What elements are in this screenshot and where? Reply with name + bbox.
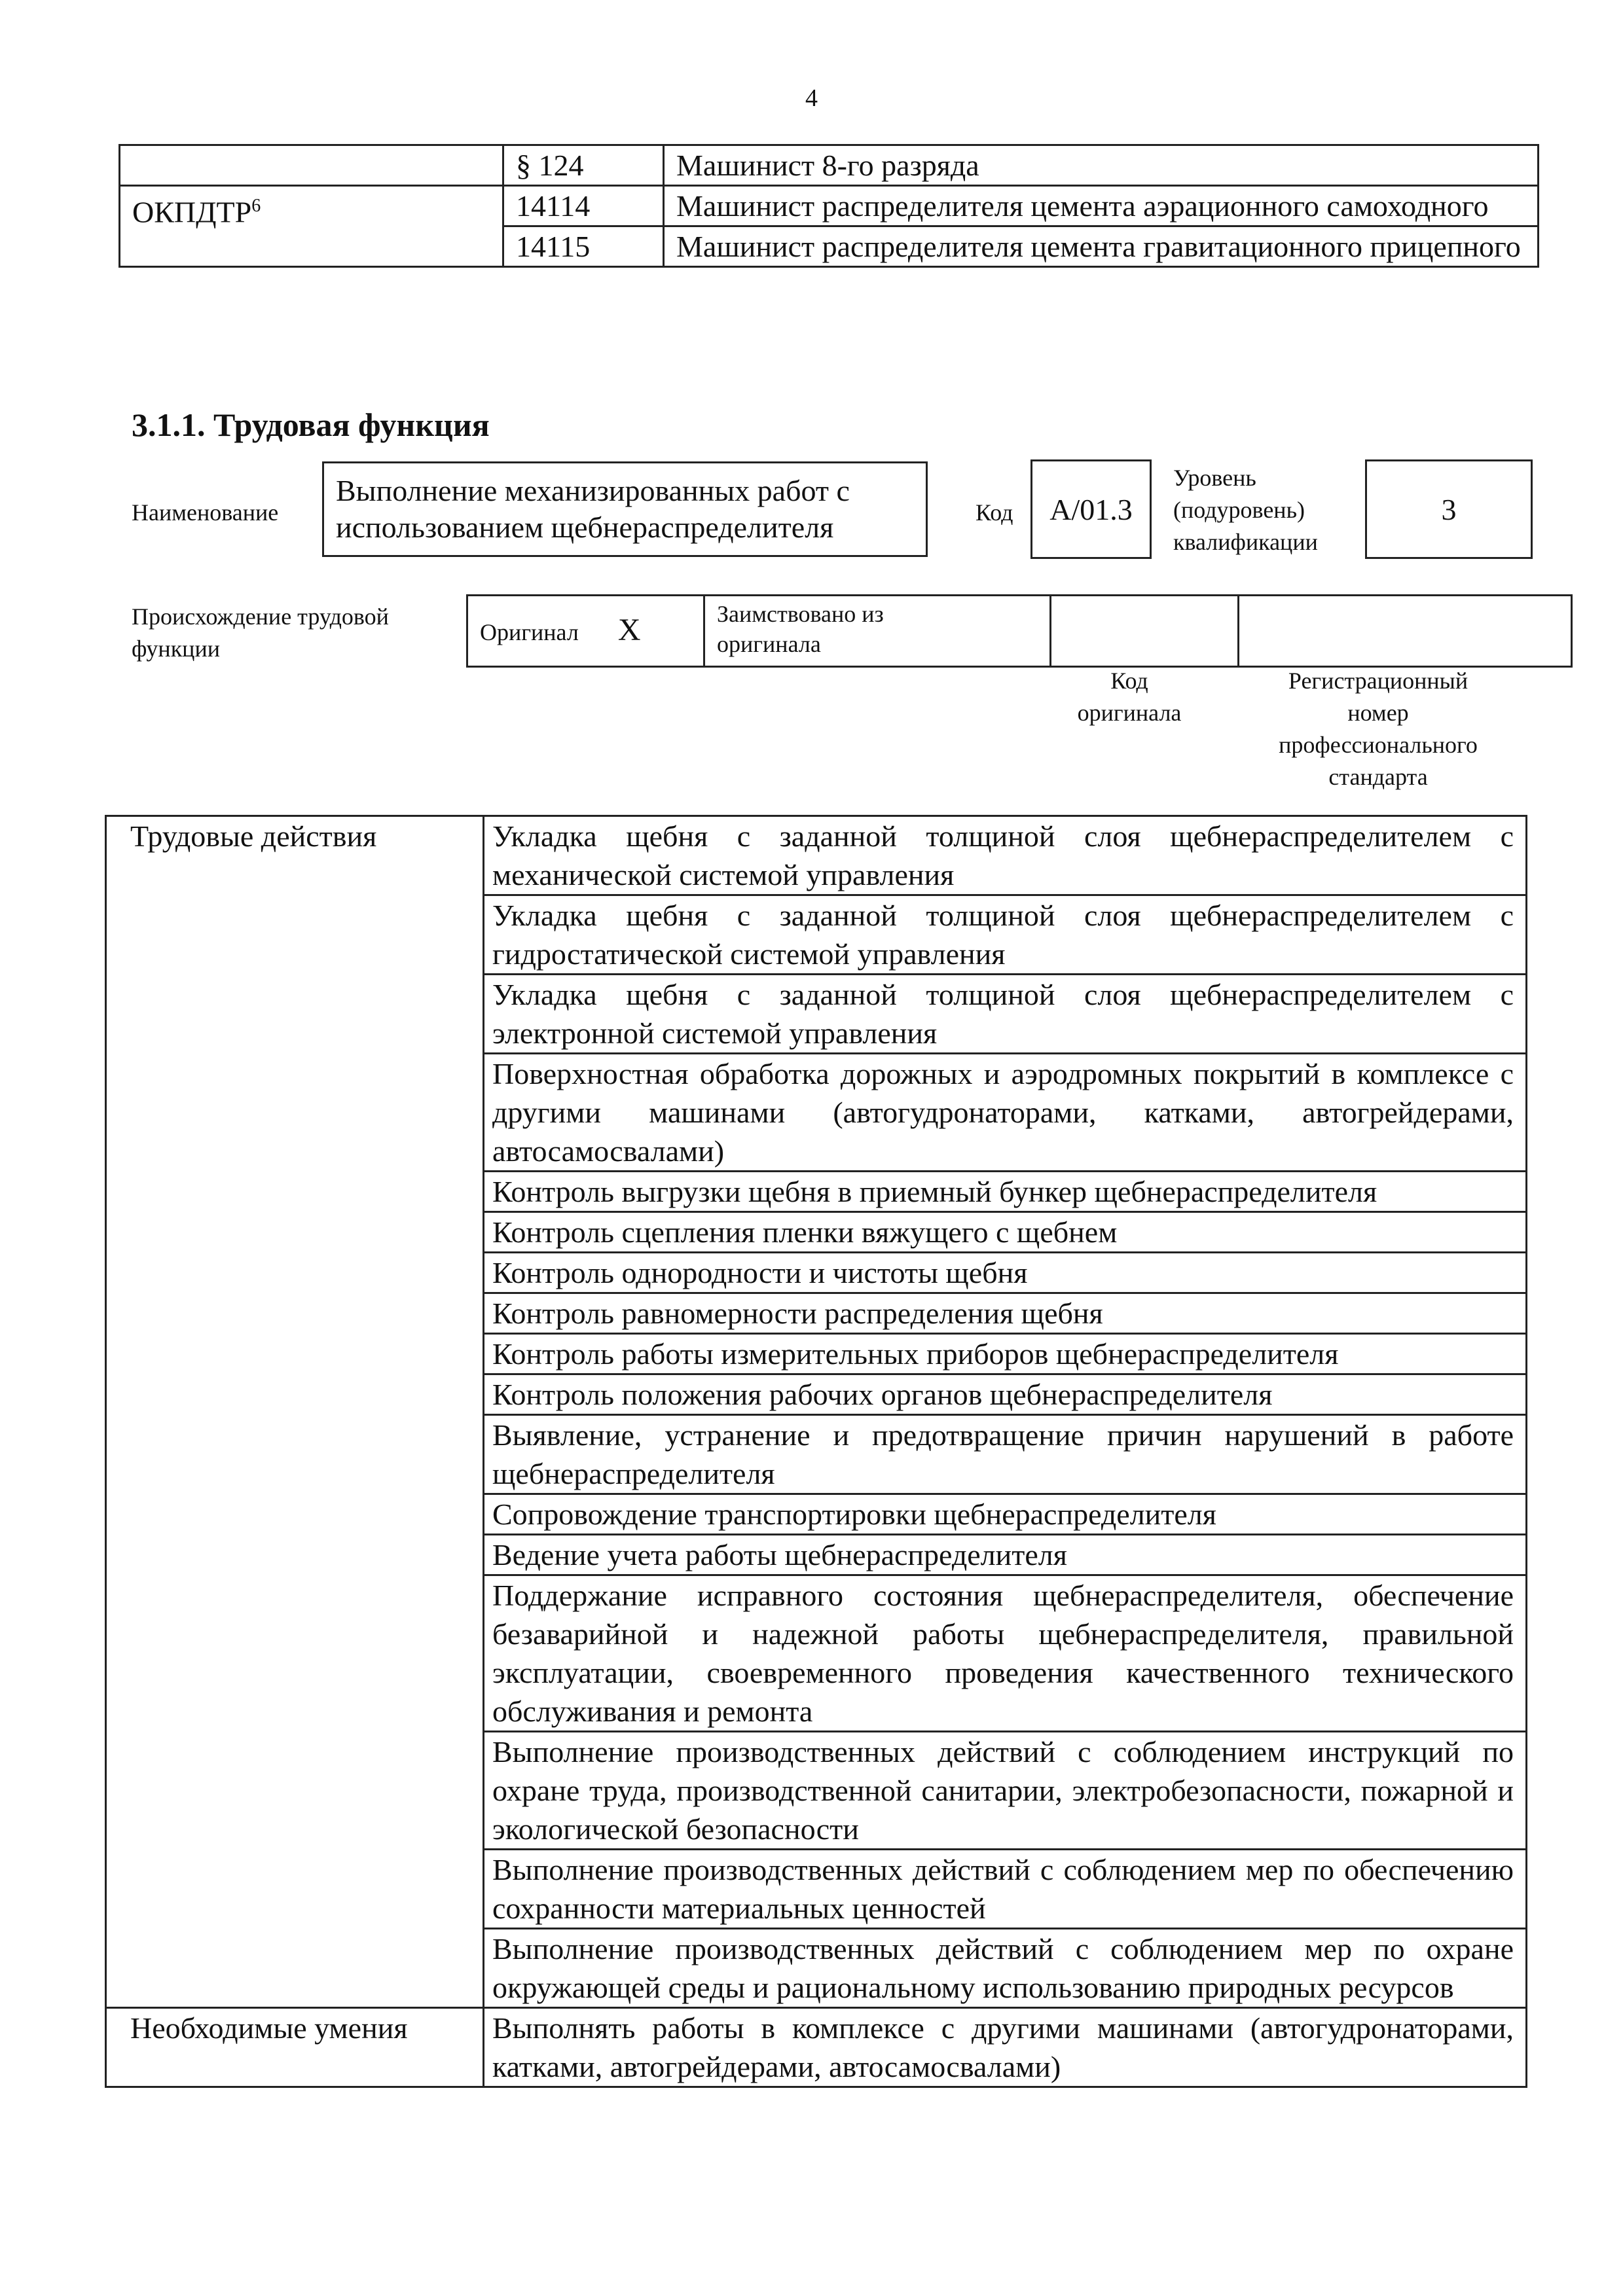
function-name-box: Выполнение механизированных работ с использованием щебнераспределителя xyxy=(322,461,928,557)
function-code-box: A/01.3 xyxy=(1030,459,1152,559)
labor-action-item: Укладка щебня с заданной толщиной слоя щебнераспределителем с электронной системой управления xyxy=(484,975,1527,1054)
labor-action-item: Укладка щебня с заданной толщиной слоя щебнераспределителем с гидростатической системой управления xyxy=(484,895,1527,975)
footnote-mark: 6 xyxy=(251,196,261,216)
origin-label xyxy=(132,601,389,665)
name-cell: Машинист 8-го разряда xyxy=(664,145,1539,186)
original-cell xyxy=(467,596,704,667)
code-original-cell xyxy=(1051,596,1239,667)
table-row xyxy=(106,2008,1527,2087)
row-group-label: Необходимые умения xyxy=(106,2008,484,2087)
group-cell xyxy=(120,186,503,267)
labor-action-item: Контроль сцепления пленки вяжущего с щебнем xyxy=(484,1212,1527,1253)
table-row xyxy=(120,186,1539,226)
labor-function-table xyxy=(105,815,1527,2088)
original-label: Оригинал xyxy=(480,619,579,645)
code-cell: 14115 xyxy=(503,226,664,267)
borrowed-label-line: Заимствовано из xyxy=(717,601,884,627)
origin-label-line: функции xyxy=(132,636,220,662)
occupation-codes-table xyxy=(119,144,1539,268)
labor-action-item: Сопровождение транспортировки щебнераспределителя xyxy=(484,1494,1527,1535)
reg-number-line: номер xyxy=(1347,700,1409,726)
labor-action-item: Поверхностная обработка дорожных и аэродромных покрытий в комплексе с другими машинами (автогудронаторами, катками, автогрейдерами, автосамосвалами) xyxy=(484,1054,1527,1172)
labor-action-item: Укладка щебня с заданной толщиной слоя щебнераспределителем с механической системой управления xyxy=(484,816,1527,895)
code-original-label xyxy=(1041,665,1218,729)
labor-action-item: Контроль однородности и чистоты щебня xyxy=(484,1253,1527,1293)
page-number: 4 xyxy=(805,84,818,112)
name-cell: Машинист распределителя цемента аэрационного самоходного xyxy=(664,186,1539,226)
name-cell: Машинист распределителя цемента гравитационного прицепного xyxy=(664,226,1539,267)
kod-label: Код xyxy=(976,499,1013,526)
labor-action-item: Контроль работы измерительных приборов щебнераспределителя xyxy=(484,1334,1527,1374)
labor-action-item: Выполнение производственных действий с соблюдением мер по охране окружающей среды и рациональному использованию природных ресурсов xyxy=(484,1929,1527,2008)
labor-action-item: Контроль положения рабочих органов щебнераспределителя xyxy=(484,1374,1527,1415)
okpdtr-label: ОКПДТР xyxy=(132,195,252,229)
reg-number-line: стандарта xyxy=(1328,764,1428,790)
group-cell xyxy=(120,145,503,186)
borrowed-cell xyxy=(704,596,1051,667)
labor-action-item: Выполнение производственных действий с соблюдением инструкций по охране труда, производственной санитарии, электробезопасности, пожарной и экологической безопасности xyxy=(484,1732,1527,1850)
origin-table xyxy=(466,594,1573,668)
labor-action-item: Контроль равномерности распределения щебня xyxy=(484,1293,1527,1334)
reg-number-cell xyxy=(1239,596,1572,667)
reg-number-line: профессионального xyxy=(1279,732,1478,758)
original-mark: X xyxy=(617,612,641,647)
level-label-line: (подуровень) xyxy=(1173,497,1305,523)
labor-action-item: Поддержание исправного состояния щебнераспределителя, обеспечение безаварийной и надежной работы щебнераспределителя, правильной эксплуатации, своевременного проведения качественного технического обслуживания и ремонта xyxy=(484,1575,1527,1732)
level-label-line: квалификации xyxy=(1173,529,1318,555)
labor-action-item: Выполнение производственных действий с соблюдением мер по обеспечению сохранности материальных ценностей xyxy=(484,1850,1527,1929)
labor-action-item: Выявление, устранение и предотвращение причин нарушений в работе щебнераспределителя xyxy=(484,1415,1527,1494)
borrowed-label-line: оригинала xyxy=(717,631,821,657)
table-row xyxy=(106,816,1527,895)
qualification-level-box: 3 xyxy=(1365,459,1533,559)
name-label: Наименование xyxy=(132,499,279,526)
code-original-line: Код xyxy=(1110,668,1148,694)
skill-item: Выполнять работы в комплексе с другими машинами (автогудронаторами, катками, автогрейдерами, автосамосвалами) xyxy=(484,2008,1527,2087)
labor-action-item: Ведение учета работы щебнераспределителя xyxy=(484,1535,1527,1575)
code-cell: 14114 xyxy=(503,186,664,226)
code-original-line: оригинала xyxy=(1077,700,1182,726)
level-label-line: Уровень xyxy=(1173,465,1256,491)
table-row xyxy=(120,145,1539,186)
labor-action-item: Контроль выгрузки щебня в приемный бункер щебнераспределителя xyxy=(484,1172,1527,1212)
reg-number-label xyxy=(1224,665,1532,793)
origin-label-line: Происхождение трудовой xyxy=(132,603,389,630)
table-row xyxy=(467,596,1572,667)
row-group-label: Трудовые действия xyxy=(106,816,484,2008)
qualification-level-label xyxy=(1173,462,1318,558)
section-title: 3.1.1. Трудовая функция xyxy=(132,406,490,443)
code-cell: § 124 xyxy=(503,145,664,186)
reg-number-line: Регистрационный xyxy=(1288,668,1468,694)
